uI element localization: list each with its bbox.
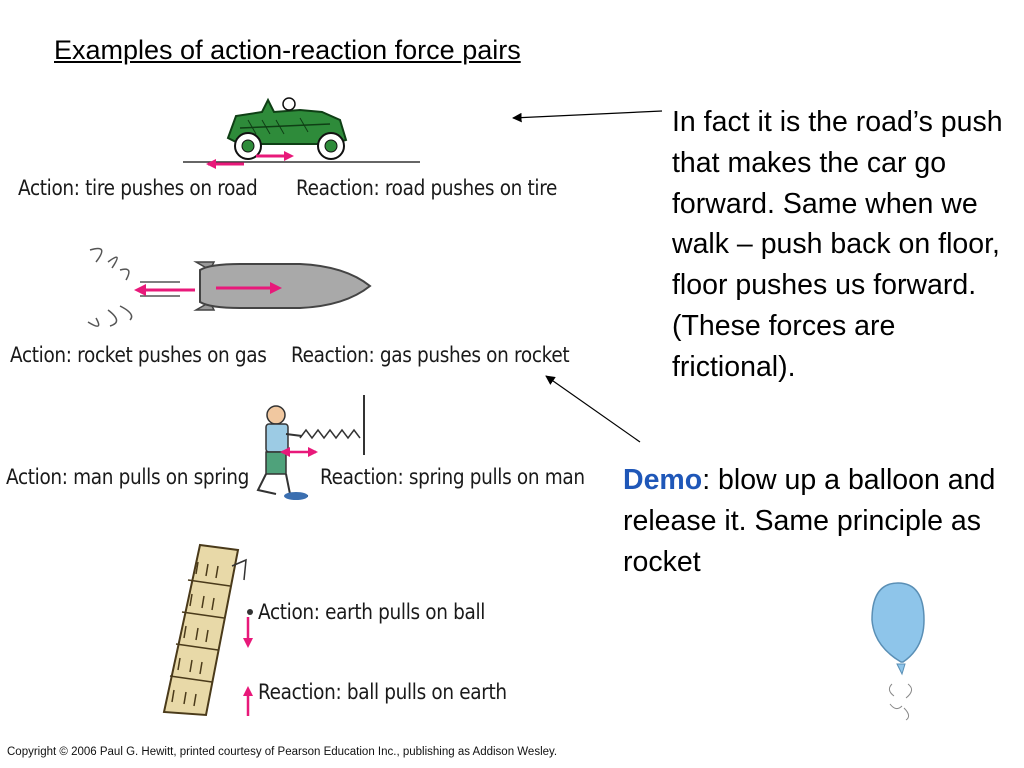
car-illustration (183, 98, 420, 169)
tower-illustration (164, 545, 253, 716)
car-action-label: Action: tire pushes on road (18, 176, 258, 200)
car-reaction-label: Reaction: road pushes on tire (296, 176, 558, 200)
pointer-arrow-rocket (546, 376, 640, 442)
rocket-action-label: Action: rocket pushes on gas (10, 343, 267, 367)
balloon-illustration (872, 583, 924, 720)
pointer-arrow-car (513, 111, 662, 118)
demo-paragraph (623, 460, 1018, 582)
tower-reaction-label: Reaction: ball pulls on earth (258, 680, 507, 704)
demo-colon: : (702, 464, 711, 496)
slide-title: Examples of action-reaction force pairs (54, 35, 521, 65)
spring-reaction-label: Reaction: spring pulls on man (320, 465, 585, 489)
rocket-illustration (88, 249, 370, 327)
tower-action-label: Action: earth pulls on ball (258, 600, 486, 624)
demo-label: Demo (623, 464, 703, 496)
spring-action-label: Action: man pulls on spring (6, 465, 250, 489)
rocket-reaction-label: Reaction: gas pushes on rocket (291, 343, 570, 367)
copyright-notice: Copyright © 2006 Paul G. Hewitt, printed courtesy of Pearson Education Inc., publishing as Addison Wesley. (7, 746, 558, 758)
demo-text: blow up a balloon and release it. Same principle as rocket (623, 464, 996, 578)
explanation-text: In fact it is the road’s push that makes the car go forward. Same when we walk – push back on floor, floor pushes us forward. (These forces are frictional). (672, 106, 1003, 383)
